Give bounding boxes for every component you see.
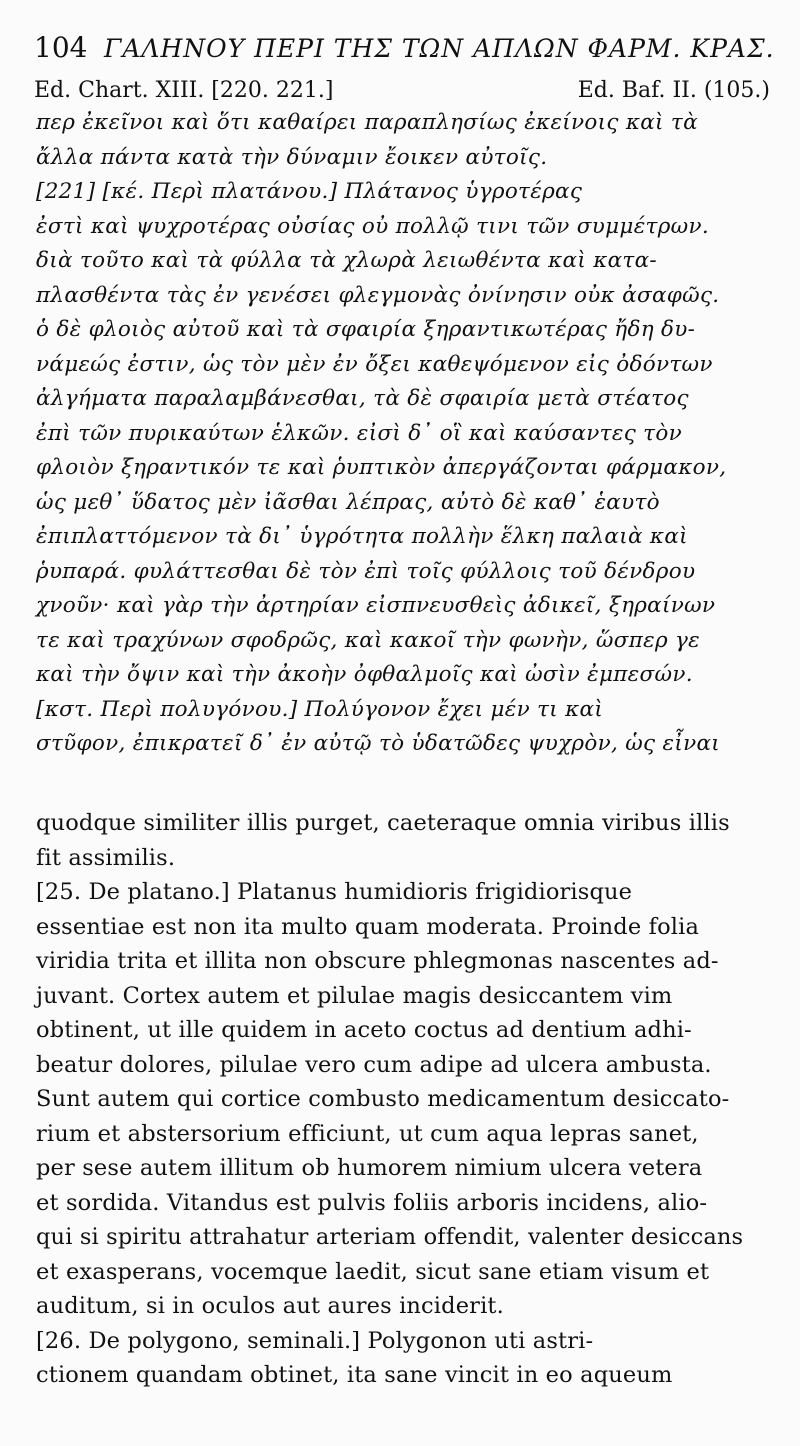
latin-line: beatur dolores, pilulae vero cum adipe ad ulcera ambusta. (36, 1051, 712, 1078)
latin-line: ctionem quandam obtinet, ita sane vincit in eo aqueum (36, 1362, 673, 1388)
greek-line: ῥυπαρά. φυλάττεσθαι δὲ τὸν ἐπὶ τοῖς φύλλοις τοῦ δένδρου (36, 558, 696, 584)
latin-line: quodque similiter illis purget, caeteraque omnia viribus illis (36, 810, 730, 836)
column-section-gap (36, 780, 768, 781)
latin-line: auditum, si in oculos aut aures inciderit. (36, 1293, 504, 1319)
latin-line: essentiae est non ita multo quam moderata. Proinde folia (36, 913, 700, 940)
page-number: 104 (34, 31, 88, 64)
edition-chart-reference: Ed. Chart. XIII. [220. 221.] (34, 78, 334, 103)
greek-line: καὶ τὴν ὄψιν καὶ τὴν ἀκοὴν ὀφθαλμοῖς καὶ ὠσὶν ἐμπεσών. (36, 662, 693, 687)
greek-line: ἀλγήματα παραλαμβάνεσθαι, τὰ δὲ σφαιρία μετὰ στέατος (36, 386, 689, 411)
greek-line: ἐπὶ τῶν πυρικαύτων ἑλκῶν. εἰσὶ δ᾽ οἳ καὶ καύσαντες τὸν (36, 420, 682, 446)
edition-basel-reference: Ed. Baf. II. (105.) (577, 78, 770, 103)
latin-line: obtinent, ut ille quidem in aceto coctus ad dentium adhi- (36, 1017, 692, 1043)
greek-line: τε καὶ τραχύνων σφοδρῶς, καὶ κακοῖ τὴν φωνὴν, ὥσπερ γε (36, 627, 701, 653)
latin-line: fit assimilis. (36, 844, 176, 871)
latin-line: [25. De platano.] Platanus humidioris frigidiorisque (36, 879, 633, 905)
greek-line: στῦφον, ἐπικρατεῖ δ᾽ ἐν αὐτῷ τὸ ὑδατῶδες ψυχρὸν, ὡς εἶναι (36, 731, 721, 756)
latin-line: et sordida. Vitandus est pulvis foliis arboris incidens, alio- (36, 1189, 708, 1216)
greek-line: πλασθέντα τὰς ἐν γενέσει φλεγμονὰς ὀνίνησιν οὐκ ἀσαφῶς. (36, 282, 720, 308)
running-head (34, 30, 774, 66)
latin-line: et exasperans, vocemque laedit, sicut sane etiam visum et (36, 1258, 710, 1285)
greek-line: διὰ τοῦτο καὶ τὰ φύλλα τὰ χλωρὰ λειωθέντα καὶ κατα- (36, 248, 657, 273)
latin-text-block (36, 806, 768, 1393)
greek-line: ὁ δὲ φλοιὸς αὐτοῦ καὶ τὰ σφαιρία ξηραντικωτέρας ἤδη δυ- (36, 317, 696, 342)
greek-line: νάμεώς ἐστιν, ὡς τὸν μὲν ἐν ὄξει καθεψόμενον εἰς ὀδόντων (36, 351, 713, 377)
greek-line: περ ἐκεῖνοι καὶ ὅτι καθαίρει παραπλησίως ἐκείνοις καὶ τὰ (36, 110, 698, 135)
greek-line: [221] [κέ. Περὶ πλατάνου.] Πλάτανος ὑγροτέρας (36, 179, 583, 204)
latin-line: juvant. Cortex autem et pilulae magis desiccantem vim (36, 982, 673, 1009)
latin-line: viridia trita et illita non obscure phlegmonas nascentes ad- (36, 948, 719, 974)
greek-text-block (36, 106, 768, 762)
greek-line: ἐπιπλαττόμενον τὰ δι᾽ ὑγρότητα πολλὴν ἕλκη παλαιὰ καὶ (36, 524, 688, 549)
greek-line: ἄλλα πάντα κατὰ τὴν δύναμιν ἔοικεν αὐτοῖς. (36, 144, 548, 170)
greek-line: ἐστὶ καὶ ψυχροτέρας οὐσίας οὐ πολλῷ τινι τῶν συμμέτρων. (36, 213, 710, 239)
greek-line: φλοιὸν ξηραντικόν τε καὶ ῥυπτικὸν ἀπεργάζονται φάρμακον, (36, 455, 727, 480)
latin-line: per sese autem illitum ob humorem nimium ulcera vetera (36, 1155, 703, 1181)
latin-line: Sunt autem qui cortice combusto medicamentum desiccato- (36, 1086, 730, 1112)
latin-line: rium et abstersorium efficiunt, ut cum aqua lepras sanet, (36, 1120, 699, 1147)
greek-line: χνοῦν· καὶ γὰρ τὴν ἀρτηρίαν εἰσπνευσθεὶς ἀδικεῖ, ξηραίνων (36, 593, 716, 618)
greek-line: ὡς μεθ᾽ ὕδατος μὲν ἰᾶσθαι λέπρας, αὐτὸ δὲ καθ᾽ ἑαυτὸ (36, 489, 660, 515)
greek-line: [κστ. Περὶ πολυγόνου.] Πολύγονον ἔχει μέν τι καὶ (36, 696, 604, 722)
edition-reference-line (34, 76, 770, 106)
latin-line: qui si spiritu attrahatur arteriam offendit, valenter desiccans (36, 1224, 744, 1250)
greek-running-title: ΓΑΛΗΝΟΥ ΠΕΡΙ ΤΗΣ ΤΩΝ ΑΠΛΩΝ ΦΑΡΜ. ΚΡΑΣ. (104, 34, 775, 63)
latin-line: [26. De polygono, seminali.] Polygonon uti astri- (36, 1327, 594, 1354)
